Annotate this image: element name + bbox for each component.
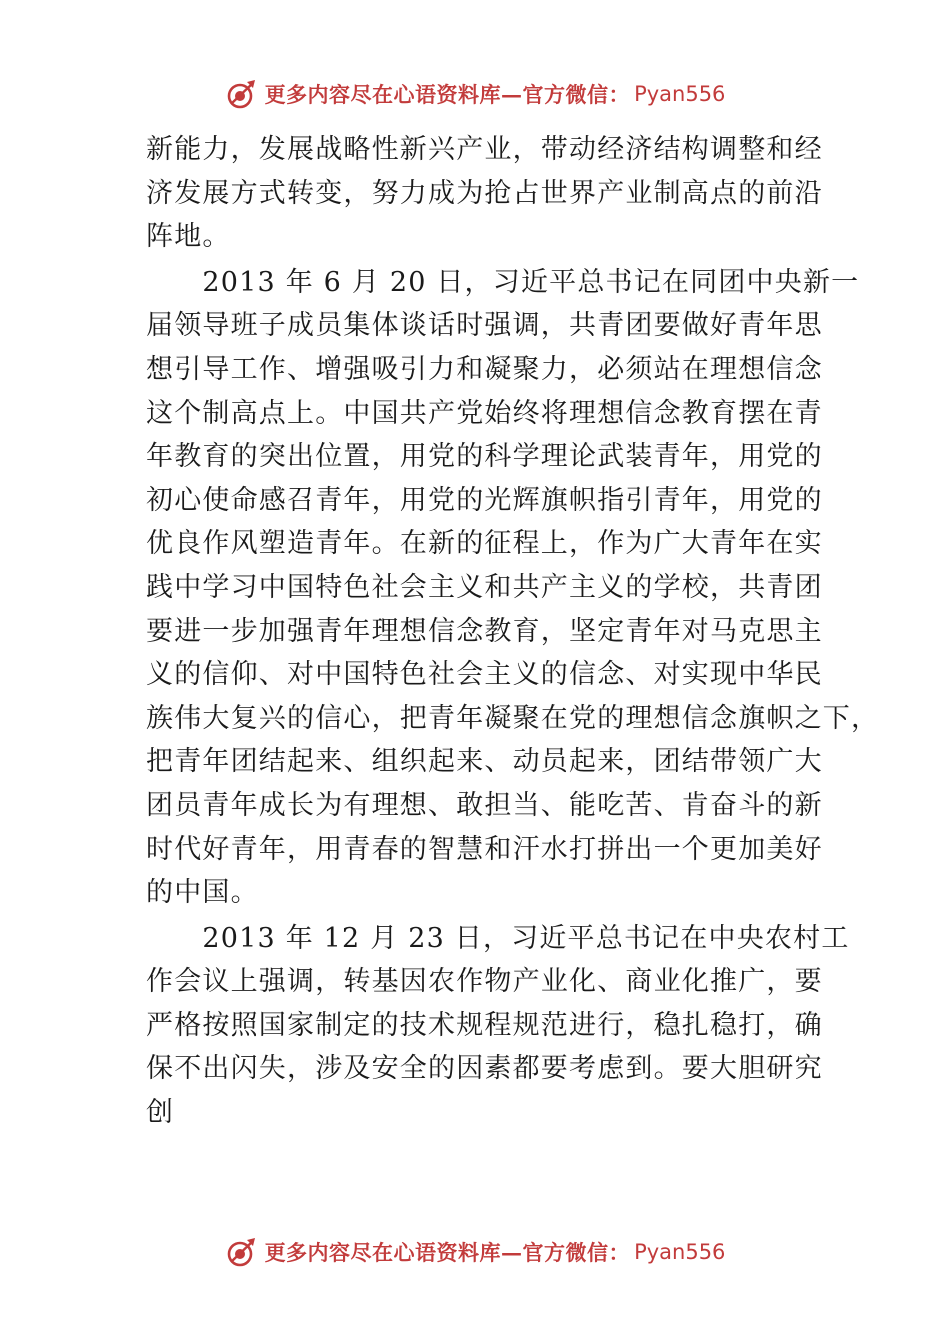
text-line: 严格按照国家制定的技术规程规范进行，稳扎稳打，确	[146, 1009, 823, 1041]
text-line: 届领导班子成员集体谈话时强调，共青团要做好青年思	[146, 310, 823, 342]
text-line: 践中学习中国特色社会主义和共产主义的学校，共青团	[146, 571, 823, 603]
text-line: 作会议上强调，转基因农作物产业化、商业化推广，要	[146, 966, 823, 998]
text-line: 济发展方式转变，努力成为抢占世界产业制高点的前沿	[146, 177, 823, 209]
text-line: 这个制高点上。中国共产党始终将理想信念教育摆在青	[146, 397, 823, 429]
text-line: 族伟大复兴的信心，把青年凝聚在党的理想信念旗帜之下，	[146, 702, 880, 734]
text-line: 新能力，发展战略性新兴产业，带动经济结构调整和经	[146, 134, 823, 165]
logo-icon	[225, 77, 259, 111]
logo-icon	[225, 1235, 259, 1269]
document-body	[146, 128, 880, 1135]
text-line: 想引导工作、增强吸引力和凝聚力，必须站在理想信念	[146, 353, 823, 385]
footer-banner	[0, 1230, 950, 1274]
text-line: 年教育的突出位置，用党的科学理论武装青年，用党的	[146, 441, 823, 473]
header-banner-id: Pyan556	[634, 82, 726, 106]
footer-banner-id: Pyan556	[634, 1240, 726, 1264]
text-line: 保不出闪失，涉及安全的因素都要考虑到。要大胆研究	[146, 1053, 823, 1085]
footer-banner-text: 更多内容尽在心语资料库—官方微信：	[264, 1240, 631, 1265]
paragraph-1	[146, 128, 823, 259]
text-line: 2013 年 6 月 20 日，习近平总书记在同团中央新一	[146, 266, 860, 298]
text-line: 阵地。	[146, 221, 231, 253]
text-line: 优良作风塑造青年。在新的征程上，作为广大青年在实	[146, 528, 823, 560]
text-line: 初心使命感召青年，用党的光辉旗帜指引青年，用党的	[146, 484, 823, 516]
text-line: 的中国。	[146, 877, 259, 909]
paragraph-3	[146, 917, 850, 1135]
header-banner-text: 更多内容尽在心语资料库—官方微信：	[264, 82, 631, 107]
text-line: 时代好青年，用青春的智慧和汗水打拼出一个更加美好	[146, 833, 823, 865]
text-line: 把青年团结起来、组织起来、动员起来，团结带领广大	[146, 746, 823, 778]
text-line: 要进一步加强青年理想信念教育，坚定青年对马克思主	[146, 615, 823, 647]
text-line: 团员青年成长为有理想、敢担当、能吃苦、肯奋斗的新	[146, 789, 823, 821]
paragraph-2	[146, 261, 880, 915]
header-banner	[0, 72, 950, 116]
text-line: 创	[146, 1097, 175, 1129]
text-line: 义的信仰、对中国特色社会主义的信念、对实现中华民	[146, 659, 823, 691]
text-line: 2013 年 12 月 23 日，习近平总书记在中央农村工	[146, 922, 850, 954]
